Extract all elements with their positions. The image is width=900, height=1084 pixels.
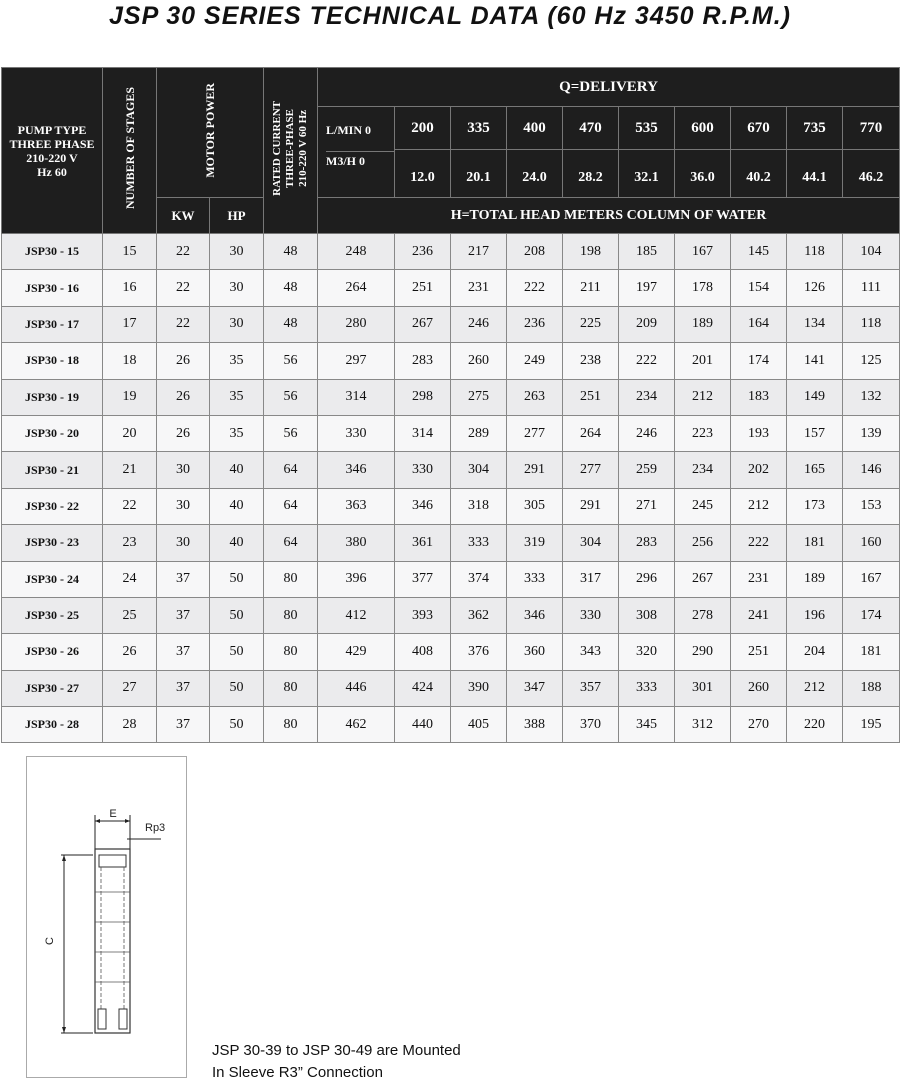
kw-cell: 26 [157,343,210,379]
delivery-header: Q=DELIVERY [318,68,900,107]
table-row [2,234,900,270]
head-cell: 212 [731,488,787,524]
head-cell: 297 [318,343,395,379]
head-cell: 183 [731,379,787,415]
stages-cell: 21 [103,452,157,488]
head-cell: 251 [563,379,619,415]
head-cell: 357 [563,670,619,706]
current-cell: 64 [264,525,318,561]
head-cell: 440 [395,707,451,743]
head-cell: 280 [318,306,395,342]
head-cell: 277 [563,452,619,488]
model-cell: JSP30 - 15 [2,234,103,270]
head-cell: 346 [318,452,395,488]
head-cell: 222 [731,525,787,561]
head-cell: 305 [507,488,563,524]
model-cell: JSP30 - 19 [2,379,103,415]
pump-diagram [27,757,188,1079]
head-cell: 390 [451,670,507,706]
hp-cell: 30 [210,234,264,270]
model-cell: JSP30 - 17 [2,306,103,342]
head-cell: 189 [675,306,731,342]
stages-cell: 27 [103,670,157,706]
kw-cell: 22 [157,234,210,270]
head-cell: 231 [451,270,507,306]
head-cell: 278 [675,597,731,633]
head-cell: 408 [395,634,451,670]
head-cell: 246 [451,306,507,342]
flow-col-8: 735 44.1 [787,107,843,198]
head-cell: 429 [318,634,395,670]
hp-cell: 50 [210,670,264,706]
head-cell: 424 [395,670,451,706]
model-cell: JSP30 - 18 [2,343,103,379]
stages-cell: 20 [103,415,157,451]
kw-cell: 22 [157,270,210,306]
hp-cell: 30 [210,270,264,306]
stages-cell: 26 [103,634,157,670]
head-cell: 160 [843,525,900,561]
head-cell: 181 [787,525,843,561]
head-cell: 195 [843,707,900,743]
head-cell: 343 [563,634,619,670]
kw-cell: 30 [157,452,210,488]
head-cell: 211 [563,270,619,306]
current-cell: 48 [264,306,318,342]
table-row [2,306,900,342]
head-cell: 134 [787,306,843,342]
head-cell: 405 [451,707,507,743]
head-cell: 296 [619,561,675,597]
stages-cell: 18 [103,343,157,379]
head-cell: 317 [563,561,619,597]
head-cell: 217 [451,234,507,270]
head-cell: 164 [731,306,787,342]
model-cell: JSP30 - 20 [2,415,103,451]
pump-type-header: PUMP TYPE THREE PHASE 210-220 V Hz 60 [2,68,103,234]
head-cell: 264 [318,270,395,306]
head-cell: 198 [563,234,619,270]
head-cell: 462 [318,707,395,743]
head-cell: 345 [619,707,675,743]
head-cell: 251 [731,634,787,670]
head-cell: 319 [507,525,563,561]
head-cell: 320 [619,634,675,670]
head-cell: 234 [675,452,731,488]
current-cell: 56 [264,343,318,379]
stages-cell: 25 [103,597,157,633]
head-cell: 277 [507,415,563,451]
head-cell: 330 [563,597,619,633]
head-cell: 290 [675,634,731,670]
head-cell: 146 [843,452,900,488]
stages-cell: 28 [103,707,157,743]
head-cell: 181 [843,634,900,670]
head-cell: 202 [731,452,787,488]
head-cell: 188 [843,670,900,706]
model-cell: JSP30 - 16 [2,270,103,306]
head-cell: 189 [787,561,843,597]
model-cell: JSP30 - 27 [2,670,103,706]
e-label: E [109,808,117,820]
kw-cell: 37 [157,634,210,670]
hp-cell: 40 [210,488,264,524]
head-cell: 139 [843,415,900,451]
head-cell: 314 [395,415,451,451]
head-cell: 267 [675,561,731,597]
head-cell: 173 [787,488,843,524]
hp-cell: 35 [210,343,264,379]
hp-header: HP [210,198,264,234]
head-cell: 263 [507,379,563,415]
head-cell: 222 [507,270,563,306]
current-cell: 80 [264,707,318,743]
kw-cell: 30 [157,488,210,524]
head-cell: 377 [395,561,451,597]
stages-cell: 22 [103,488,157,524]
head-cell: 283 [619,525,675,561]
rated-current-header: RATED CURRENT THREE-PHASE 210-220 V 60 Hz [264,68,318,234]
kw-cell: 37 [157,670,210,706]
table-row [2,343,900,379]
head-cell: 446 [318,670,395,706]
model-cell: JSP30 - 28 [2,707,103,743]
note-line-1: JSP 30-39 to JSP 30-49 are Mounted [212,1042,461,1059]
head-cell: 388 [507,707,563,743]
head-cell: 330 [318,415,395,451]
hp-cell: 50 [210,707,264,743]
head-cell: 209 [619,306,675,342]
head-cell: 333 [507,561,563,597]
hp-cell: 40 [210,525,264,561]
stages-cell: 24 [103,561,157,597]
head-cell: 104 [843,234,900,270]
head-cell: 259 [619,452,675,488]
model-cell: JSP30 - 22 [2,488,103,524]
data-rows [2,234,900,743]
table-row [2,670,900,706]
flow-col-3: 400 24.0 [507,107,563,198]
head-cell: 197 [619,270,675,306]
motor-power-header: MOTOR POWER [157,68,264,198]
current-cell: 64 [264,488,318,524]
head-cell: 380 [318,525,395,561]
flow-col-4: 470 28.2 [563,107,619,198]
head-cell: 346 [395,488,451,524]
head-cell: 145 [731,234,787,270]
kw-cell: 30 [157,525,210,561]
head-cell: 132 [843,379,900,415]
kw-cell: 37 [157,561,210,597]
unit-labels [318,107,395,198]
note-line-2: In Sleeve R3” Connection [212,1064,383,1081]
head-cell: 185 [619,234,675,270]
model-cell: JSP30 - 25 [2,597,103,633]
flow-col-1: 200 12.0 [395,107,451,198]
head-cell: 178 [675,270,731,306]
head-cell: 154 [731,270,787,306]
kw-header: KW [157,198,210,234]
head-cell: 238 [563,343,619,379]
head-cell: 260 [731,670,787,706]
head-cell: 256 [675,525,731,561]
head-cell: 318 [451,488,507,524]
hp-cell: 35 [210,415,264,451]
head-cell: 260 [451,343,507,379]
head-cell: 225 [563,306,619,342]
hp-cell: 50 [210,597,264,633]
head-cell: 149 [787,379,843,415]
head-cell: 412 [318,597,395,633]
stages-cell: 17 [103,306,157,342]
kw-cell: 26 [157,415,210,451]
head-header: H=TOTAL HEAD METERS COLUMN OF WATER [318,198,900,234]
head-cell: 291 [507,452,563,488]
table-row [2,452,900,488]
head-cell: 241 [731,597,787,633]
head-cell: 312 [675,707,731,743]
current-cell: 80 [264,597,318,633]
head-cell: 174 [731,343,787,379]
head-cell: 118 [787,234,843,270]
head-cell: 361 [395,525,451,561]
kw-cell: 26 [157,379,210,415]
table-row [2,525,900,561]
head-cell: 330 [395,452,451,488]
head-cell: 141 [787,343,843,379]
flow-col-9: 770 46.2 [843,107,900,198]
head-cell: 165 [787,452,843,488]
head-cell: 234 [619,379,675,415]
head-cell: 333 [451,525,507,561]
head-cell: 374 [451,561,507,597]
head-cell: 196 [787,597,843,633]
head-cell: 201 [675,343,731,379]
c-label: C [44,937,56,945]
stages-cell: 15 [103,234,157,270]
rp3-label: Rp3 [145,822,166,834]
head-cell: 314 [318,379,395,415]
head-cell: 167 [675,234,731,270]
kw-cell: 37 [157,707,210,743]
head-cell: 360 [507,634,563,670]
head-cell: 222 [619,343,675,379]
head-cell: 231 [731,561,787,597]
table-row [2,634,900,670]
head-cell: 245 [675,488,731,524]
current-cell: 48 [264,234,318,270]
head-cell: 275 [451,379,507,415]
head-cell: 271 [619,488,675,524]
table-row [2,488,900,524]
flow-col-7: 670 40.2 [731,107,787,198]
head-cell: 333 [619,670,675,706]
table-row [2,379,900,415]
head-cell: 308 [619,597,675,633]
head-cell: 362 [451,597,507,633]
hp-cell: 35 [210,379,264,415]
model-cell: JSP30 - 26 [2,634,103,670]
head-cell: 212 [675,379,731,415]
head-cell: 204 [787,634,843,670]
head-cell: 304 [451,452,507,488]
head-cell: 301 [675,670,731,706]
head-cell: 236 [395,234,451,270]
stages-header: NUMBER OF STAGES [103,68,157,234]
head-cell: 118 [843,306,900,342]
head-cell: 270 [731,707,787,743]
model-cell: JSP30 - 23 [2,525,103,561]
head-cell: 376 [451,634,507,670]
table-row [2,270,900,306]
current-cell: 56 [264,415,318,451]
head-cell: 174 [843,597,900,633]
model-cell: JSP30 - 24 [2,561,103,597]
head-cell: 236 [507,306,563,342]
head-cell: 223 [675,415,731,451]
head-cell: 363 [318,488,395,524]
head-cell: 248 [318,234,395,270]
head-cell: 249 [507,343,563,379]
kw-cell: 22 [157,306,210,342]
head-cell: 304 [563,525,619,561]
current-cell: 64 [264,452,318,488]
head-cell: 267 [395,306,451,342]
head-cell: 157 [787,415,843,451]
flow-col-2: 335 20.1 [451,107,507,198]
head-cell: 246 [619,415,675,451]
head-cell: 212 [787,670,843,706]
technical-data-table [1,67,900,743]
current-cell: 56 [264,379,318,415]
head-cell: 298 [395,379,451,415]
head-cell: 125 [843,343,900,379]
head-cell: 251 [395,270,451,306]
stages-cell: 16 [103,270,157,306]
table-row [2,597,900,633]
current-cell: 80 [264,634,318,670]
flow-col-6: 600 36.0 [675,107,731,198]
head-cell: 283 [395,343,451,379]
current-cell: 48 [264,270,318,306]
stages-cell: 23 [103,525,157,561]
head-cell: 126 [787,270,843,306]
head-cell: 167 [843,561,900,597]
head-cell: 347 [507,670,563,706]
table-row [2,707,900,743]
model-cell: JSP30 - 21 [2,452,103,488]
kw-cell: 37 [157,597,210,633]
hp-cell: 50 [210,561,264,597]
head-cell: 264 [563,415,619,451]
head-cell: 153 [843,488,900,524]
head-cell: 208 [507,234,563,270]
head-cell: 396 [318,561,395,597]
lmin-label: L/MIN 0 [326,109,394,152]
hp-cell: 50 [210,634,264,670]
head-cell: 111 [843,270,900,306]
flow-col-5: 535 32.1 [619,107,675,198]
head-cell: 291 [563,488,619,524]
hp-cell: 30 [210,306,264,342]
m3h-label: M3/H 0 [326,154,365,168]
table-row [2,561,900,597]
head-cell: 289 [451,415,507,451]
pump-dimension-drawing [26,756,187,1078]
head-cell: 220 [787,707,843,743]
page-title: JSP 30 SERIES TECHNICAL DATA (60 Hz 3450 R.P.M.) [109,2,791,30]
head-cell: 370 [563,707,619,743]
hp-cell: 40 [210,452,264,488]
stages-cell: 19 [103,379,157,415]
head-cell: 346 [507,597,563,633]
current-cell: 80 [264,561,318,597]
table-row [2,415,900,451]
mounting-note [212,1040,461,1084]
head-cell: 193 [731,415,787,451]
current-cell: 80 [264,670,318,706]
head-cell: 393 [395,597,451,633]
